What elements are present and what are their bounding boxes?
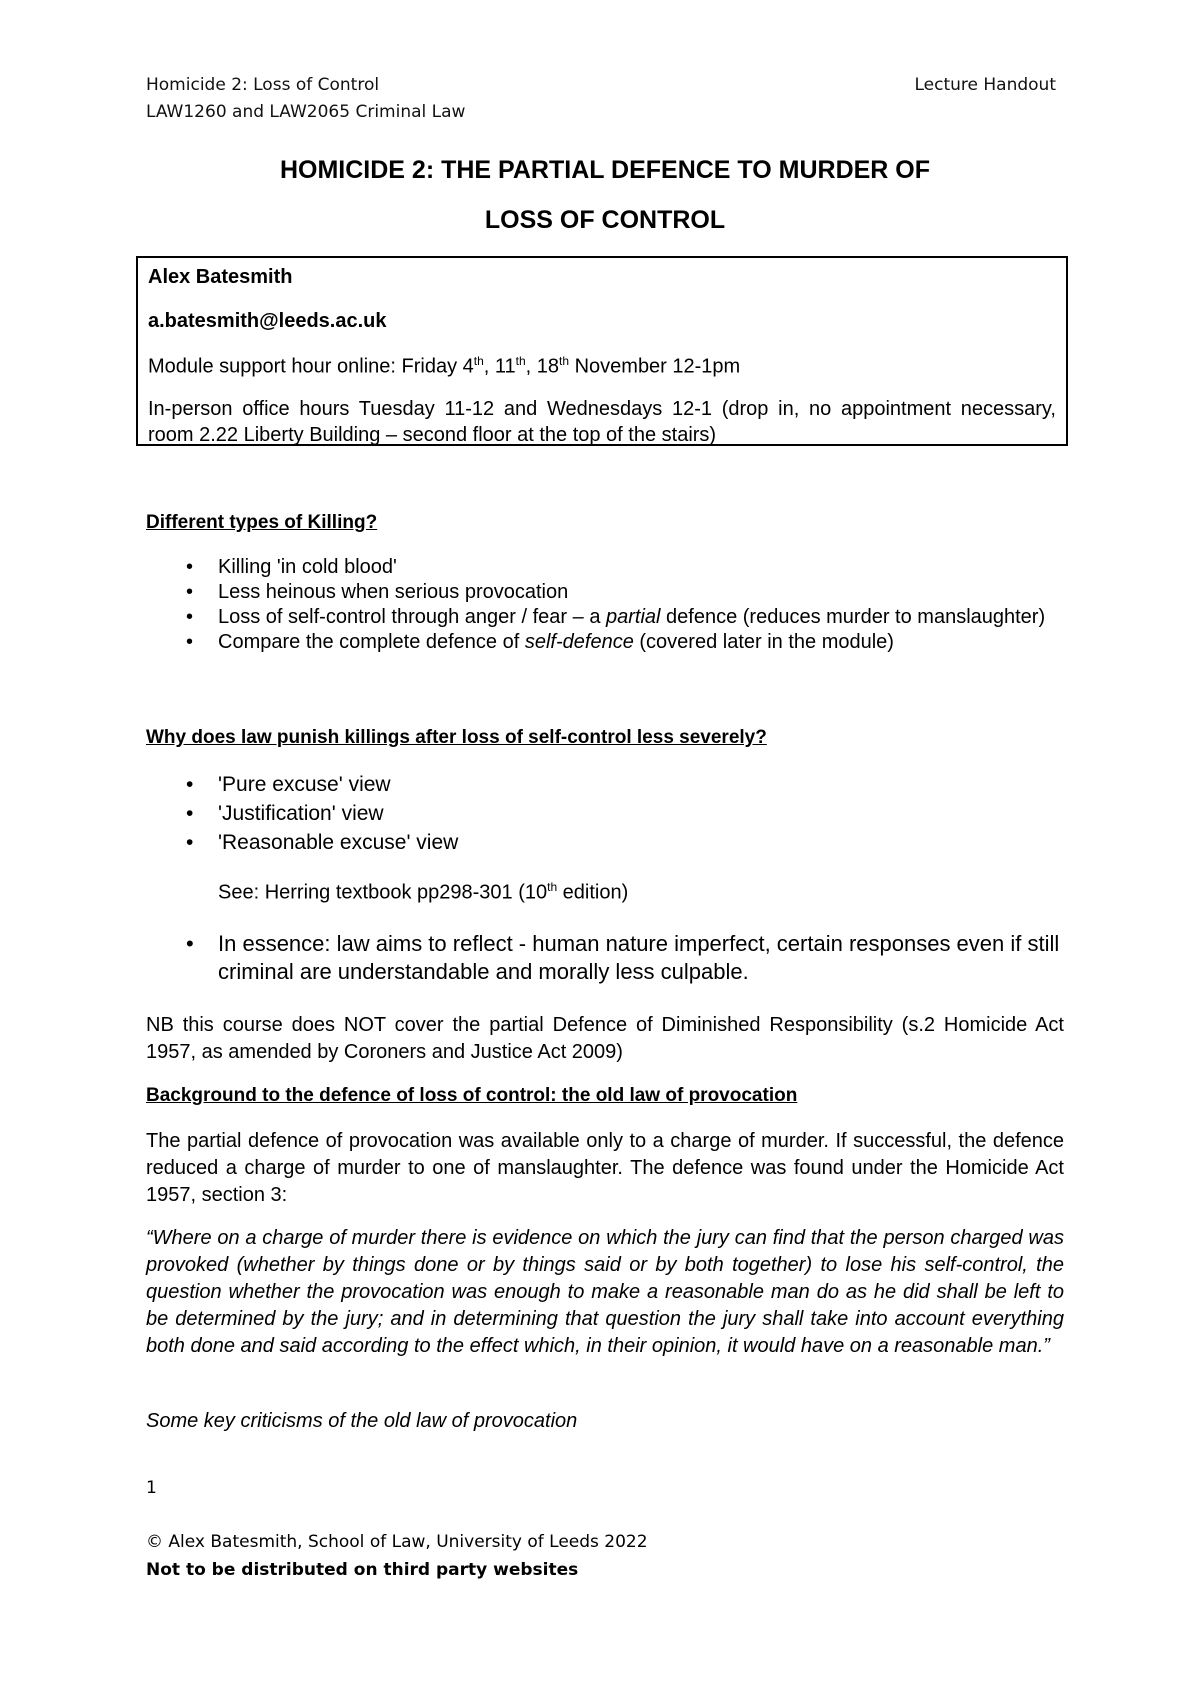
support-hours: Module support hour online: Friday 4th, 11th, 18th November 12-1pm <box>148 354 741 378</box>
header-course-codes: LAW1260 and LAW2065 Criminal Law <box>146 102 466 122</box>
section-heading-why-punish-less: Why does law punish killings after loss of self-control less severely? <box>146 727 767 748</box>
list-item: • 'Reasonable excuse' view <box>146 828 1064 857</box>
statute-quote: “Where on a charge of murder there is evidence on which the jury can find that the person charged was provoked (whether by things done or by things said or by both together) to lose his self-control, the question whether the provocation was enough to make a reasonable man do as he did shall be left to be determined by the jury; and in determining that question the jury shall take into account everything both done and said according to the effect which, in their opinion, it would have on a reasonable man.” <box>146 1227 1064 1357</box>
nb-paragraph: NB this course does NOT cover the partial Defence of Diminished Responsibility (s.2 Homicide Act 1957, as amended by Coroners and Justice Act 2009) <box>146 1014 1064 1063</box>
lecturer-email: a.batesmith@leeds.ac.uk <box>148 310 387 332</box>
list-item: • In essence: law aims to reflect - human nature imperfect, certain responses even if still criminal are understandable and morally less culpable. <box>146 930 1064 986</box>
copyright-notice: © Alex Batesmith, School of Law, University of Leeds 2022 <box>146 1532 648 1552</box>
essence-list <box>146 930 1064 986</box>
views-list <box>146 770 1064 857</box>
contact-box <box>136 256 1068 446</box>
textbook-reference: See: Herring textbook pp298-301 (10th edition) <box>218 880 629 904</box>
office-hours: In-person office hours Tuesday 11-12 and Wednesdays 12-1 (drop in, no appointment necessary, room 2.22 Liberty Building – second floor at the top of the stairs) <box>148 398 1056 446</box>
list-item: • Less heinous when serious provocation <box>146 580 1064 605</box>
provocation-paragraph: The partial defence of provocation was available only to a charge of murder. If successful, the defence reduced a charge of murder to one of manslaughter. The defence was found under the Homicide Act 1957, section 3: <box>146 1130 1064 1206</box>
document-title-line1: HOMICIDE 2: THE PARTIAL DEFENCE TO MURDER OF <box>279 156 931 184</box>
header-module-title: Homicide 2: Loss of Control <box>146 75 380 95</box>
types-of-killing-list <box>146 555 1064 655</box>
list-item: • Loss of self-control through anger / fear – a partial defence (reduces murder to manslaughter) <box>146 605 1064 630</box>
header-handout-label: Lecture Handout <box>914 75 1056 95</box>
section-heading-background: Background to the defence of loss of control: the old law of provocation <box>146 1085 798 1106</box>
criticisms-heading: Some key criticisms of the old law of provocation <box>146 1410 578 1432</box>
section-heading-types-of-killing: Different types of Killing? <box>146 512 378 533</box>
page-number: 1 <box>146 1478 157 1498</box>
list-item: • 'Pure excuse' view <box>146 770 1064 799</box>
lecturer-name: Alex Batesmith <box>148 266 293 288</box>
document-title-line2: LOSS OF CONTROL <box>484 206 726 234</box>
distribution-notice: Not to be distributed on third party websites <box>146 1560 579 1580</box>
list-item: • Killing 'in cold blood' <box>146 555 1064 580</box>
list-item: • 'Justification' view <box>146 799 1064 828</box>
list-item: • Compare the complete defence of self-defence (covered later in the module) <box>146 630 1064 655</box>
